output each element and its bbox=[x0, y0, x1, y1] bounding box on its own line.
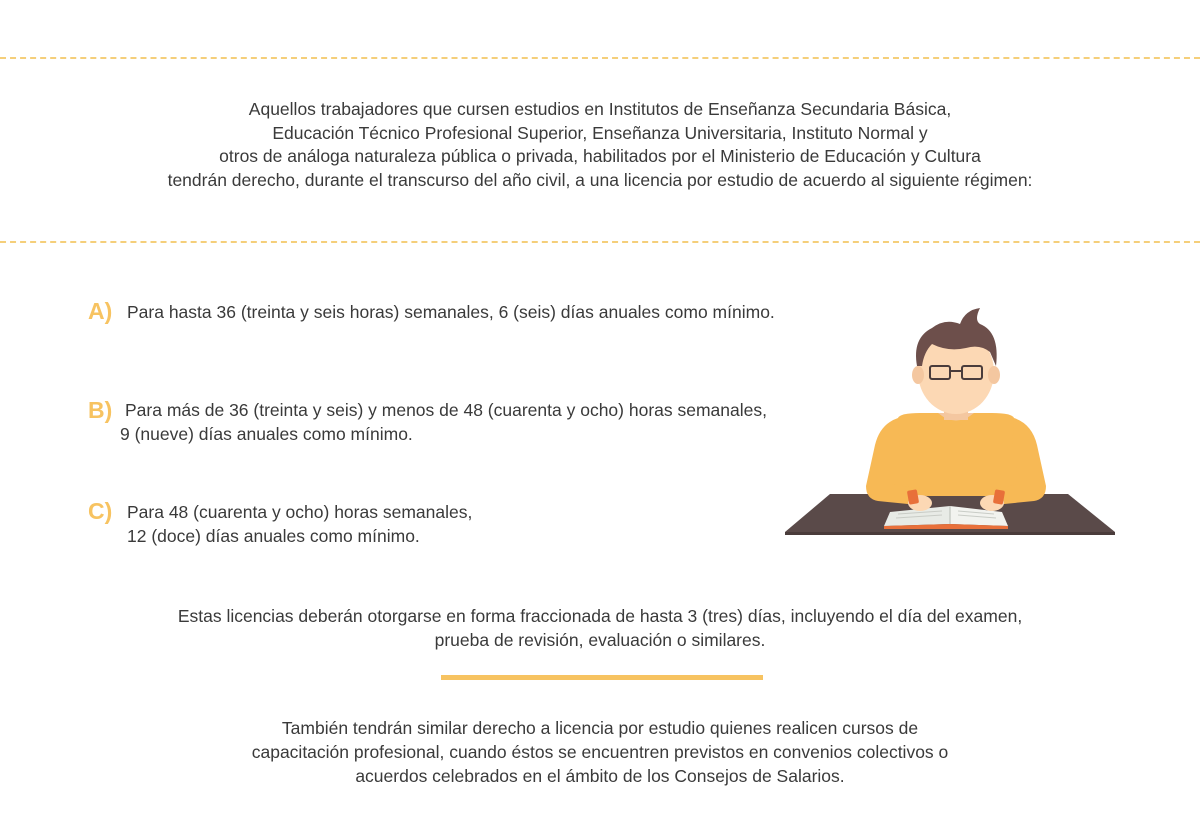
item-a-line: Para hasta 36 (treinta y seis horas) semanales, 6 (seis) días anuales como mínimo. bbox=[127, 302, 775, 322]
right-ear bbox=[988, 366, 1000, 384]
note-line: Estas licencias deberán otorgarse en forma fraccionada de hasta 3 (tres) días, incluyendo el día del examen, bbox=[177, 606, 1023, 626]
item-c-text bbox=[127, 500, 472, 548]
note-line: prueba de revisión, evaluación o similares. bbox=[434, 630, 766, 650]
item-a-text bbox=[127, 300, 775, 324]
intro-paragraph bbox=[50, 98, 1150, 192]
item-b-line: Para más de 36 (treinta y seis) y menos de 48 (cuarenta y ocho) horas semanales, bbox=[125, 400, 767, 420]
closing-line: capacitación profesional, cuando éstos se encuentren previstos en convenios colectivos o bbox=[251, 742, 949, 762]
intro-line: otros de análoga naturaleza pública o privada, habilitados por el Ministerio de Educación y Cultura bbox=[219, 146, 981, 166]
item-c-letter: C) bbox=[88, 498, 113, 524]
intro-line: Aquellos trabajadores que cursen estudios en Institutos de Enseñanza Secundaria Básica, bbox=[248, 99, 952, 119]
intro-line: Educación Técnico Profesional Superior, Enseñanza Universitaria, Instituto Normal y bbox=[272, 122, 928, 143]
accent-divider bbox=[441, 675, 763, 680]
closing-line: acuerdos celebrados en el ámbito de los Consejos de Salarios. bbox=[355, 766, 845, 786]
shirt bbox=[884, 413, 1028, 496]
item-c-line: Para 48 (cuarenta y ocho) horas semanales, bbox=[127, 502, 473, 522]
left-ear bbox=[912, 366, 924, 384]
item-b-line: 9 (nueve) días anuales como mínimo. bbox=[120, 424, 413, 444]
top-dashed-divider bbox=[0, 57, 1200, 59]
desk-edge bbox=[785, 532, 1115, 535]
closing-line: También tendrán similar derecho a licencia por estudio quienes realicen cursos de bbox=[281, 718, 919, 738]
item-b-letter: B) bbox=[88, 397, 113, 423]
item-c-line: 12 (doce) días anuales como mínimo. bbox=[127, 526, 420, 546]
item-a-letter: A) bbox=[88, 298, 113, 324]
item-b-text bbox=[120, 398, 767, 446]
closing-paragraph bbox=[50, 716, 1150, 788]
student-reading-illustration bbox=[780, 300, 1120, 540]
middle-dashed-divider bbox=[0, 241, 1200, 243]
intro-line: tendrán derecho, durante el transcurso del año civil, a una licencia por estudio de acuerdo al siguiente régimen: bbox=[167, 169, 1033, 190]
licensing-note bbox=[50, 604, 1150, 652]
